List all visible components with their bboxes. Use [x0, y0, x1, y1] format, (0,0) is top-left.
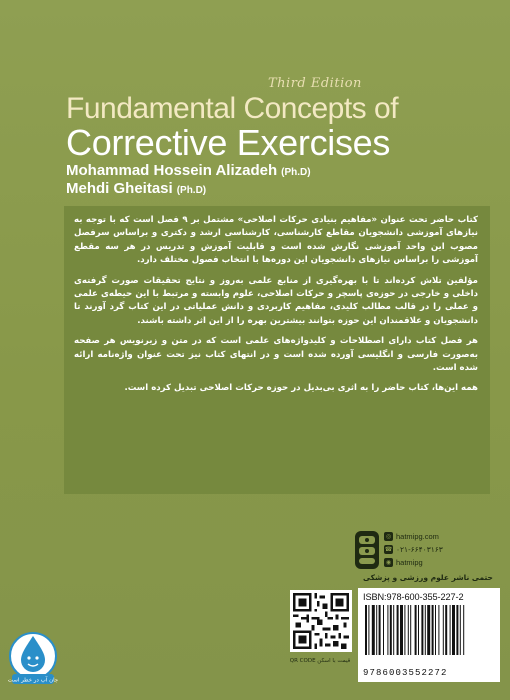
barcode-bar — [425, 605, 426, 655]
barcode-bar — [365, 605, 367, 655]
publisher-name: حتمی ناشر علوم ورزشی و پزشکی — [363, 573, 493, 582]
barcode-bar — [387, 605, 388, 655]
barcode-box — [358, 588, 500, 682]
author-2-degree: (Ph.D) — [176, 185, 207, 196]
barcode-bar — [390, 605, 392, 655]
barcode-bar — [445, 605, 447, 655]
phone-row[interactable] — [384, 543, 443, 555]
barcode-bar — [421, 605, 423, 655]
barcode-bar — [393, 605, 394, 655]
barcode-bar — [368, 605, 369, 655]
barcode-bar — [435, 605, 436, 655]
qr-label: قیمت با اسکن QR CODE — [289, 658, 351, 664]
title-line-1: Fundamental Concepts of — [66, 92, 399, 125]
barcode-bar — [404, 605, 405, 655]
isbn-text: ISBN:978-600-355-227-2 — [363, 592, 464, 602]
barcode-bar — [415, 605, 417, 655]
barcode-bar — [460, 605, 461, 655]
phone-text: ۰۲۱-۶۶۴۰۳۱۶۳ — [396, 544, 443, 554]
barcode-digits: 9786003552272 — [363, 668, 448, 678]
description-paragraph: همه این‌ها، کتاب حاضر را به اثری بی‌بدیل در حوزه حرکات اصلاحی تبدیل کرده است. — [124, 383, 478, 394]
qr-code[interactable] — [290, 590, 352, 652]
barcode-bar — [379, 605, 381, 655]
water-drop-badge-icon — [8, 628, 58, 688]
publisher-block — [354, 528, 504, 590]
barcode-bar — [456, 605, 458, 655]
description-paragraph: مؤلفین تلاش کرده‌اند تا با بهره‌گیری از منابع علمی به‌روز و نتایج تحقیقات صورت گرفته‌ی داخلی و خارجی در حوزه‌ی پاسچر و حرکات اصلاحی، علوم وابسته و مرتبط با این حیطه‌ی علمی و عملی را در قالب مطالب کلیدی، مفاهیم کاربردی و دانش عملیاتی در این کتاب گرد آورند تا دانشجویان و علاقمندان این حوزه بتوانند بیشترین بهره را از این اثر داشته باشند. — [74, 275, 478, 326]
author-1-name: Mohammad Hossein Alizadeh — [66, 162, 278, 179]
description-paragraph: هر فصل کتاب دارای اصطلاحات و کلیدواژه‌های علمی است که در متن و زیرنویس هر صفحه به‌صورت فارسی و انگلیسی آورده شده است و در انتهای کتاب نیز تحت عنوان واژه‌نامه ارائه شده است. — [74, 336, 478, 374]
barcode-bar — [463, 605, 464, 655]
title-line-2: Corrective Exercises — [66, 122, 391, 163]
description-paragraph: کتاب حاضر تحت عنوان «مفاهیم بنیادی حرکات اصلاحی» مشتمل بر ۹ فصل است که با توجه به نیازهای آموزشی دانشجویان مقاطع کارشناسی، کارشناسی ارشد و دکتری و براساس سرفصل مصوب این واحد آموزشی نگارش شده است و قابلیت آموزش و تدریس در هر سه مقطع آموزشی را براساس نیازهای دانشجویان این دوره‌ها با انتخاب فصول مختلف دارد. — [74, 215, 478, 266]
barcode-bar — [438, 605, 439, 655]
globe-icon: ◎ — [385, 532, 392, 540]
instagram-text: hatmipg — [396, 557, 423, 567]
barcode-bar — [443, 605, 444, 655]
barcode-icon — [363, 605, 495, 663]
barcode-bar — [452, 605, 455, 655]
barcode-bar — [418, 605, 419, 655]
barcode-bar — [376, 605, 377, 655]
author-2-name: Mehdi Gheitasi — [66, 180, 173, 197]
barcode-bar — [450, 605, 451, 655]
barcode-bar — [397, 605, 399, 655]
website-row[interactable] — [384, 530, 439, 542]
barcode-bar — [400, 605, 403, 655]
publisher-logo-icon — [354, 530, 380, 570]
qr-code-icon — [293, 593, 349, 649]
barcode-bar — [432, 605, 434, 655]
author-1-degree: (Ph.D) — [281, 167, 311, 178]
isbn-area — [290, 588, 502, 688]
edition-label: Third Edition — [268, 76, 362, 91]
barcode-bar — [383, 605, 384, 655]
instagram-row[interactable] — [384, 556, 423, 568]
barcode-bar — [372, 605, 375, 655]
description-box — [64, 206, 490, 494]
website-text: hatmipg.com — [396, 531, 439, 541]
author-2 — [66, 180, 206, 197]
author-1 — [66, 162, 311, 179]
barcode-bar — [427, 605, 430, 655]
instagram-icon: ◉ — [385, 558, 392, 566]
badge-text: جان آب در خطر است — [8, 677, 58, 684]
barcode-bar — [408, 605, 409, 655]
barcode-bar — [410, 605, 411, 655]
phone-icon: ☎ — [384, 545, 393, 553]
